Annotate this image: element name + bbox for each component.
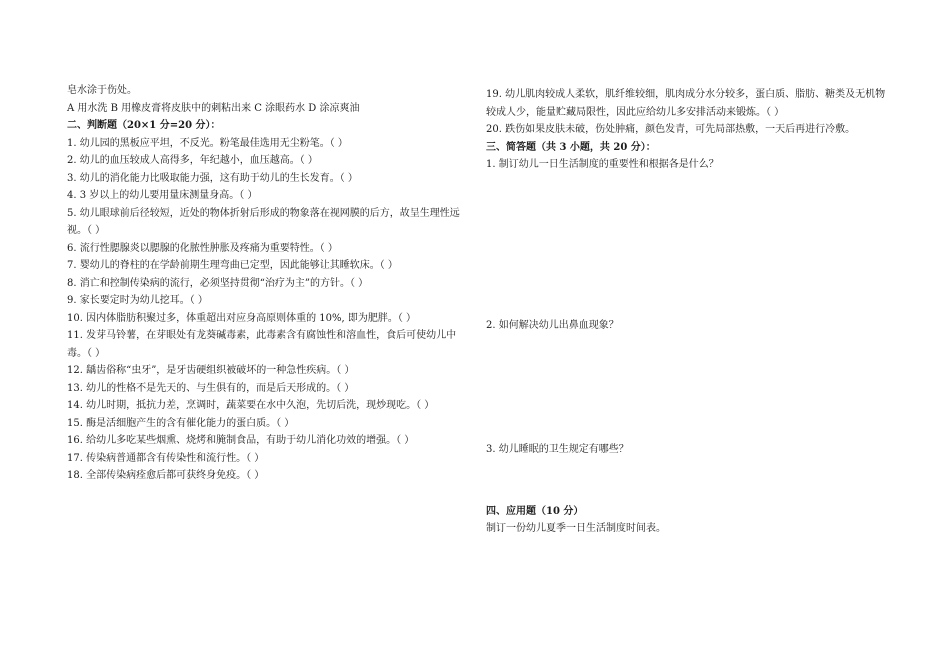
judgement-item: 9. 家长要定时为幼儿挖耳。（ ） [67,295,208,306]
section3-title: 三、简答题（共 3 小题，共 20 分）： [486,141,656,153]
section4-text: 制订一份幼儿夏季一日生活制度时间表。 [486,523,666,534]
judgement-item: 10. 因内体脂肪积聚过多，体重超出对应身高原则体重的 10%, 即为肥胖。（ ） [67,312,417,324]
judgement-item: 13. 幼儿的性格不是先天的、与生俱有的，而是后天形成的。（ ） [67,382,355,394]
intro-line: 皂水涂于伤处。 [67,85,137,96]
judgement-item: 2. 幼儿的血压较成人高得多，年纪越小，血压越高。（ ） [67,155,318,166]
judgement-item-19: 19. 幼儿肌肉较成人柔软，肌纤维较细，肌肉成分水分较多，蛋白质、脂肪、糖类及无机物较成人少，能量贮藏局限性，因此应给幼儿多安排活动来锻炼。（ ） [486,89,886,118]
judgement-item: 17. 传染病普通都含有传染性和流行性。（ ） [67,452,265,464]
judgement-item: 18. 全部传染病痊愈后都可获终身免疫。（ ） [67,470,265,481]
answer-space-1 [486,174,886,317]
judgement-item: 1. 幼儿园的黑板应平坦，不反光。粉笔最佳选用无尘粉笔。（ ） [67,137,348,149]
short-answer-q3: 3. 幼儿睡眠的卫生规定有哪些？ [486,444,629,455]
judgement-item: 11. 发芽马铃薯，在芽眼处有龙葵碱毒素，此毒素含有腐蚀性和溶血性，食后可使幼儿中毒。（ ） [67,330,457,359]
section2-title: 二、判断题（20×1 分=20 分）： [67,120,221,131]
judgement-item: 6. 流行性腮腺炎以腮腺的化脓性肿胀及疼痛为重要特性。（ ） [67,242,338,254]
judgement-item-20: 20. 跌伤如果皮肤未破，伤处肿痛，颜色发青，可先局部热敷，一天后再进行冷敷。 [486,124,856,135]
judgement-item: 3. 幼儿的消化能力比吸取能力强，这有助于幼儿的生长发育。（ ） [67,172,358,184]
left-column [67,82,467,485]
answer-space-3 [486,459,886,503]
short-answer-q2: 2. 如何解决幼儿出鼻血现象？ [486,319,619,331]
right-column [486,86,886,538]
judgement-item: 7. 婴幼儿的脊柱的在学龄前期生理弯曲已定型，因此能够让其睡软床。（ ） [67,260,398,271]
options-line: A 用水洗 B 用橡皮膏将皮肤中的刺粘出来 C 涂眼药水 D 涂凉爽油 [67,102,360,114]
judgement-item: 5. 幼儿眼球前后径较短，近处的物体折射后形成的物象落在视网膜的后方，故呈生理性远视。（ ） [67,207,460,236]
judgement-item: 15. 酶是活细胞产生的含有催化能力的蛋白质。（ ） [67,417,295,429]
answer-space-2 [486,334,886,441]
judgement-item: 8. 消亡和控制传染病的流行，必须坚持贯彻“治疗为主”的方针。（ ） [67,277,369,289]
judgement-item: 16. 给幼儿多吃某些烟熏、烧烤和腌制食品，有助于幼儿消化功效的增强。（ ） [67,435,415,446]
judgement-item: 4. 3 岁以上的幼儿要用量床测量身高。（ ） [67,190,258,201]
judgement-item: 14. 幼儿时期，抵抗力差，烹调时，蔬菜要在水中久泡，先切后洗，现炒现吃。（ ） [67,400,435,411]
judgement-list [67,135,467,485]
section4-title: 四、应用题（10 分） [486,505,584,517]
short-answer-q1: 1. 制订幼儿一日生活制度的重要性和根据各是什么？ [486,159,719,170]
judgement-item: 12. 龋齿俗称“虫牙”，是牙齿硬组织被破坏的一种急性疾病。（ ） [67,365,355,376]
